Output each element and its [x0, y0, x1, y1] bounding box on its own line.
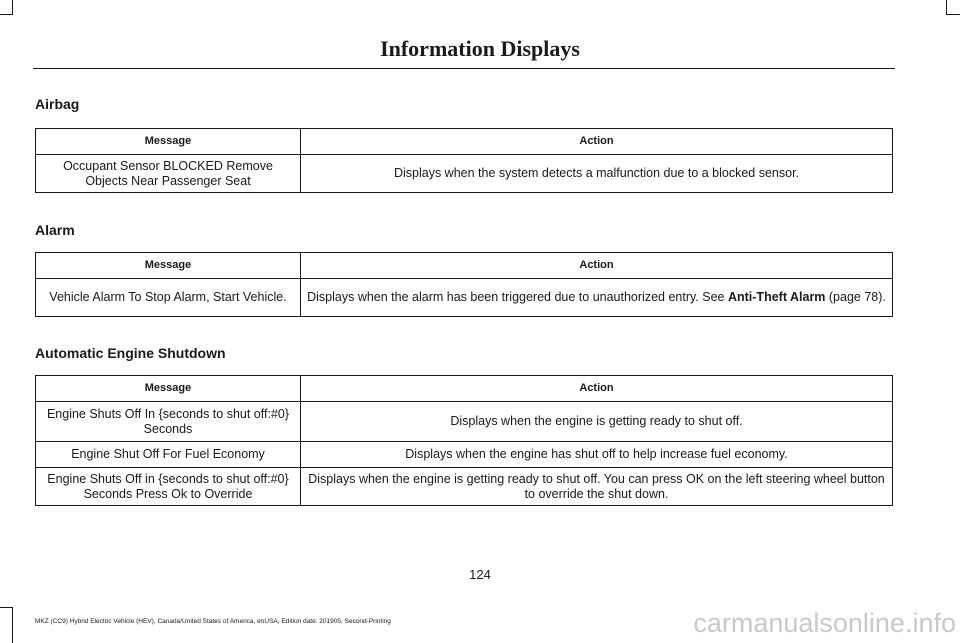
- crop-mark-top-right-vertical: [946, 0, 947, 14]
- section-heading-alarm: Alarm: [35, 222, 75, 238]
- table-row: [36, 402, 893, 442]
- table-row: [36, 279, 893, 317]
- edition-footer: MKZ (CC9) Hybrid Electric Vehicle (HEV), Canada/United States of America, enUSA, Edition date: 201905, Second-Printing: [35, 618, 391, 625]
- crop-mark-bottom-left-horizontal: [0, 607, 13, 608]
- page-number: 124: [469, 567, 491, 582]
- table-airbag: [35, 128, 893, 193]
- section-heading-automatic-engine-shutdown: Automatic Engine Shutdown: [35, 345, 226, 361]
- cross-reference-link[interactable]: Anti-Theft Alarm: [727, 290, 826, 304]
- table-row: [36, 155, 893, 193]
- column-header-message: Message: [36, 253, 301, 279]
- column-header-message: Message: [36, 376, 301, 402]
- table-header-row: [36, 253, 893, 279]
- crop-mark-top-right-horizontal: [946, 14, 960, 15]
- action-text: Displays when the alarm has been triggered due to unauthorized entry. See: [307, 290, 728, 304]
- cross-reference-page: (page 78).: [825, 290, 886, 304]
- action-cell: Displays when the engine is getting ready to shut off.: [301, 402, 893, 442]
- action-cell: Displays when the engine has shut off to help increase fuel economy.: [301, 442, 893, 468]
- section-heading-airbag: Airbag: [35, 96, 80, 112]
- message-cell: Engine Shut Off For Fuel Economy: [36, 442, 301, 468]
- table-alarm: [35, 252, 893, 317]
- page-title: Information Displays: [380, 36, 580, 61]
- message-cell: Vehicle Alarm To Stop Alarm, Start Vehicle.: [36, 279, 301, 317]
- watermark: carmanualsonline.info: [693, 608, 956, 638]
- table-header-row: [36, 129, 893, 155]
- message-cell: Engine Shuts Off in {seconds to shut off:#0} Seconds Press Ok to Override: [36, 468, 301, 506]
- table-header-row: [36, 376, 893, 402]
- message-cell: Engine Shuts Off In {seconds to shut off:#0} Seconds: [36, 402, 301, 442]
- crop-mark-top-left-horizontal: [0, 14, 13, 15]
- column-header-action: Action: [301, 129, 893, 155]
- action-cell: Displays when the engine is getting ready to shut off. You can press OK on the left steering wheel button to override the shut down.: [301, 468, 893, 506]
- header-rule: [33, 68, 895, 69]
- crop-mark-top-left-vertical: [12, 0, 13, 14]
- message-cell: Occupant Sensor BLOCKED Remove Objects Near Passenger Seat: [36, 155, 301, 193]
- column-header-action: Action: [301, 376, 893, 402]
- action-cell: Displays when the system detects a malfunction due to a blocked sensor.: [301, 155, 893, 193]
- table-row: [36, 442, 893, 468]
- crop-mark-bottom-left-vertical: [12, 607, 13, 643]
- action-cell: [301, 279, 893, 317]
- column-header-message: Message: [36, 129, 301, 155]
- column-header-action: Action: [301, 253, 893, 279]
- table-row: [36, 468, 893, 506]
- table-automatic-engine-shutdown: [35, 375, 893, 506]
